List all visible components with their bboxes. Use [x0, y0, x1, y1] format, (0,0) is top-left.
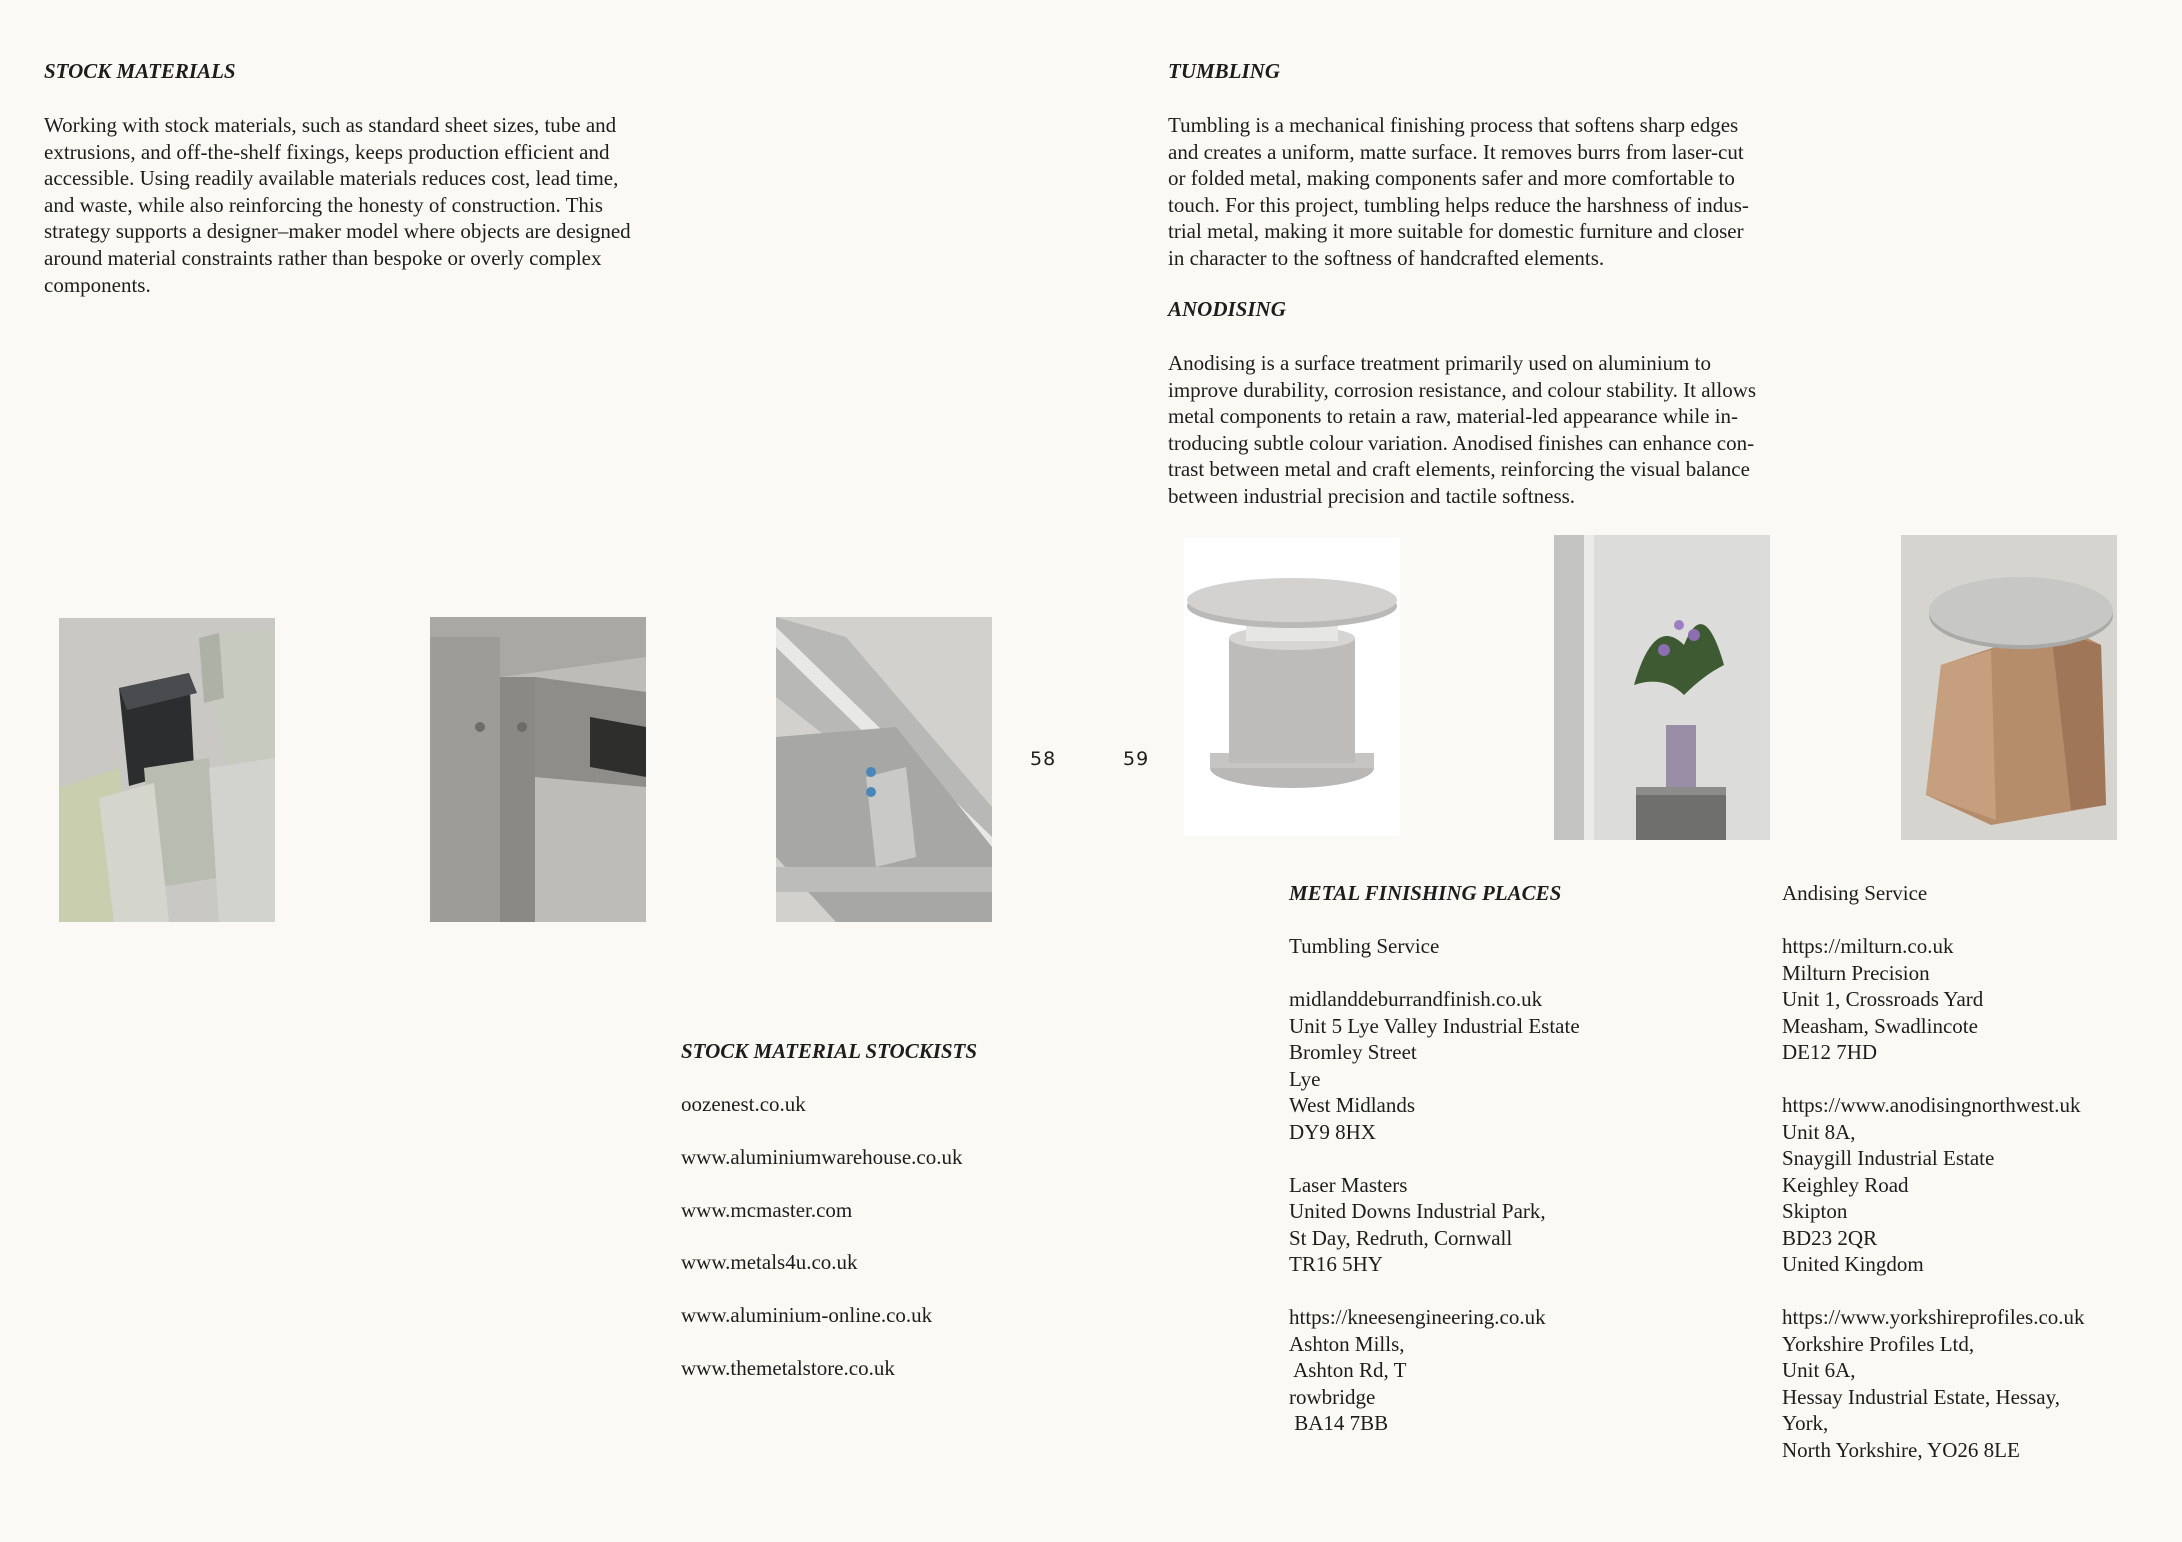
- cylinder-table-photo: [1184, 538, 1400, 836]
- anodising-service-link[interactable]: https://www.anodisingnorthwest.uk: [1782, 1093, 2081, 1117]
- anodising-service-line: Milturn Precision: [1782, 960, 1930, 985]
- tumbling-service-line: West Midlands: [1289, 1093, 1416, 1117]
- stockists-heading: STOCK MATERIAL STOCKISTS: [681, 1039, 978, 1063]
- anodising-service-line: United Kingdom: [1782, 1252, 1924, 1276]
- tumbling-service-line: Ashton Mills,: [1289, 1331, 1405, 1356]
- tumbling-service-title: Tumbling Service: [1289, 934, 1440, 958]
- tumbling-service-line: Unit 5 Lye Valley Industrial Estate: [1289, 1013, 1580, 1038]
- anodising-service-line: Skipton: [1782, 1199, 1848, 1223]
- stock-materials-body: Working with stock materials, such as standard sheet sizes, tube and extrusions, and off-the-shelf fixings, keeps production efficient and accessible. Using readily available materials reduces cost, lead time, and waste, while also reinforcing the honesty of construction. This strategy supports a designer–maker model where objects are designed around material constraints rather than bespoke or overly complex components.: [44, 113, 631, 297]
- page-number-left: 58: [1030, 748, 1057, 770]
- tumbling-service-line: Laser Masters: [1289, 1172, 1408, 1197]
- tumbling-service-line: rowbridge: [1289, 1384, 1376, 1409]
- tumbling-service-line: St Day, Redruth, Cornwall: [1289, 1225, 1513, 1250]
- anodising-service-link[interactable]: https://milturn.co.uk: [1782, 934, 1954, 958]
- anodising-body: Anodising is a surface treatment primarily used on aluminium to improve durability, corrosion resistance, and colour stability. It allows metal components to retain a raw, material-led appearance while in- troducing subtle colour variation. Anodised finishes can enhance con- trast between metal and craft elements, reinforcing the visual balance between industrial precision and tactile softness.: [1168, 351, 1757, 508]
- tumbling-service-line: TR16 5HY: [1289, 1252, 1383, 1276]
- stone-metal-top-photo: [1901, 535, 2117, 840]
- tumbling-service-line: DY9 8HX: [1289, 1119, 1376, 1144]
- anodising-service-line: Unit 1, Crossroads Yard: [1782, 987, 1984, 1011]
- anodising-heading: ANODISING: [1168, 297, 1286, 321]
- anodising-service-link[interactable]: https://www.yorkshireprofiles.co.uk: [1782, 1305, 2085, 1329]
- anodising-service-column: [1782, 880, 2085, 1463]
- tumbling-service-line: Lye: [1289, 1066, 1321, 1091]
- tumbling-service-line: Bromley Street: [1289, 1040, 1417, 1064]
- anodising-service-line: [1782, 907, 2085, 934]
- vase-plinth-photo: [1554, 535, 1770, 840]
- stockist-link[interactable]: www.themetalstore.co.uk: [681, 1355, 895, 1380]
- stockists-list: [681, 1091, 963, 1381]
- anodising-service-line: Snaygill Industrial Estate: [1782, 1146, 1995, 1170]
- anodising-service-line: [1782, 1278, 2085, 1305]
- stockist-link[interactable]: www.aluminium-online.co.uk: [681, 1303, 933, 1328]
- anodising-service-line: Unit 8A,: [1782, 1119, 1856, 1144]
- anodising-service-line: Yorkshire Profiles Ltd,: [1782, 1331, 1975, 1356]
- anodising-service-line: Unit 6A,: [1782, 1358, 1856, 1382]
- anodising-service-line: North Yorkshire, YO26 8LE: [1782, 1437, 2020, 1462]
- metal-finishing-heading: METAL FINISHING PLACES: [1289, 881, 1562, 905]
- stockist-link[interactable]: oozenest.co.uk: [681, 1092, 806, 1116]
- anodising-service-line: Keighley Road: [1782, 1172, 1909, 1197]
- stockist-link[interactable]: www.metals4u.co.uk: [681, 1250, 858, 1275]
- anodising-service-line: DE12 7HD: [1782, 1040, 1878, 1064]
- tumbling-service-line: [1289, 1278, 1580, 1305]
- anodising-service-line: [1782, 1066, 2085, 1093]
- square-tube-frame-photo: [430, 617, 646, 922]
- extruded-profiles-photo: [59, 618, 275, 922]
- anodising-service-line: BD23 2QR: [1782, 1225, 1878, 1250]
- tumbling-service-line: United Downs Industrial Park,: [1289, 1199, 1546, 1223]
- tumbling-service-link[interactable]: midlanddeburrandfinish.co.uk: [1289, 987, 1543, 1011]
- tumbling-service-line: [1289, 1145, 1580, 1172]
- aluminium-assembly-photo: [776, 617, 992, 922]
- anodising-service-line: York,: [1782, 1411, 1829, 1435]
- tumbling-heading: TUMBLING: [1168, 59, 1281, 83]
- tumbling-service-line: Ashton Rd, T: [1289, 1358, 1407, 1382]
- tumbling-body: Tumbling is a mechanical finishing process that softens sharp edges and creates a uniform, matte surface. It removes burrs from laser-cut or folded metal, making components safer and more comfortable to touch. For this project, tumbling helps reduce the harshness of indus- trial metal, making it more suitable for domestic furniture and closer in character to the softness of handcrafted elements.: [1168, 113, 1749, 270]
- page-number-right: 59: [1123, 748, 1150, 770]
- tumbling-service-link[interactable]: https://kneesengineering.co.uk: [1289, 1305, 1546, 1329]
- tumbling-service-column: [1289, 933, 1580, 1437]
- stockist-link[interactable]: www.aluminiumwarehouse.co.uk: [681, 1144, 963, 1169]
- anodising-service-line: Hessay Industrial Estate, Hessay,: [1782, 1384, 2060, 1409]
- tumbling-service-line: BA14 7BB: [1289, 1411, 1389, 1435]
- stockist-link[interactable]: www.mcmaster.com: [681, 1197, 853, 1222]
- anodising-service-title: Andising Service: [1782, 881, 1928, 905]
- anodising-service-line: Measham, Swadlincote: [1782, 1013, 1978, 1038]
- tumbling-service-line: [1289, 960, 1580, 987]
- stock-materials-heading: STOCK MATERIALS: [44, 59, 236, 83]
